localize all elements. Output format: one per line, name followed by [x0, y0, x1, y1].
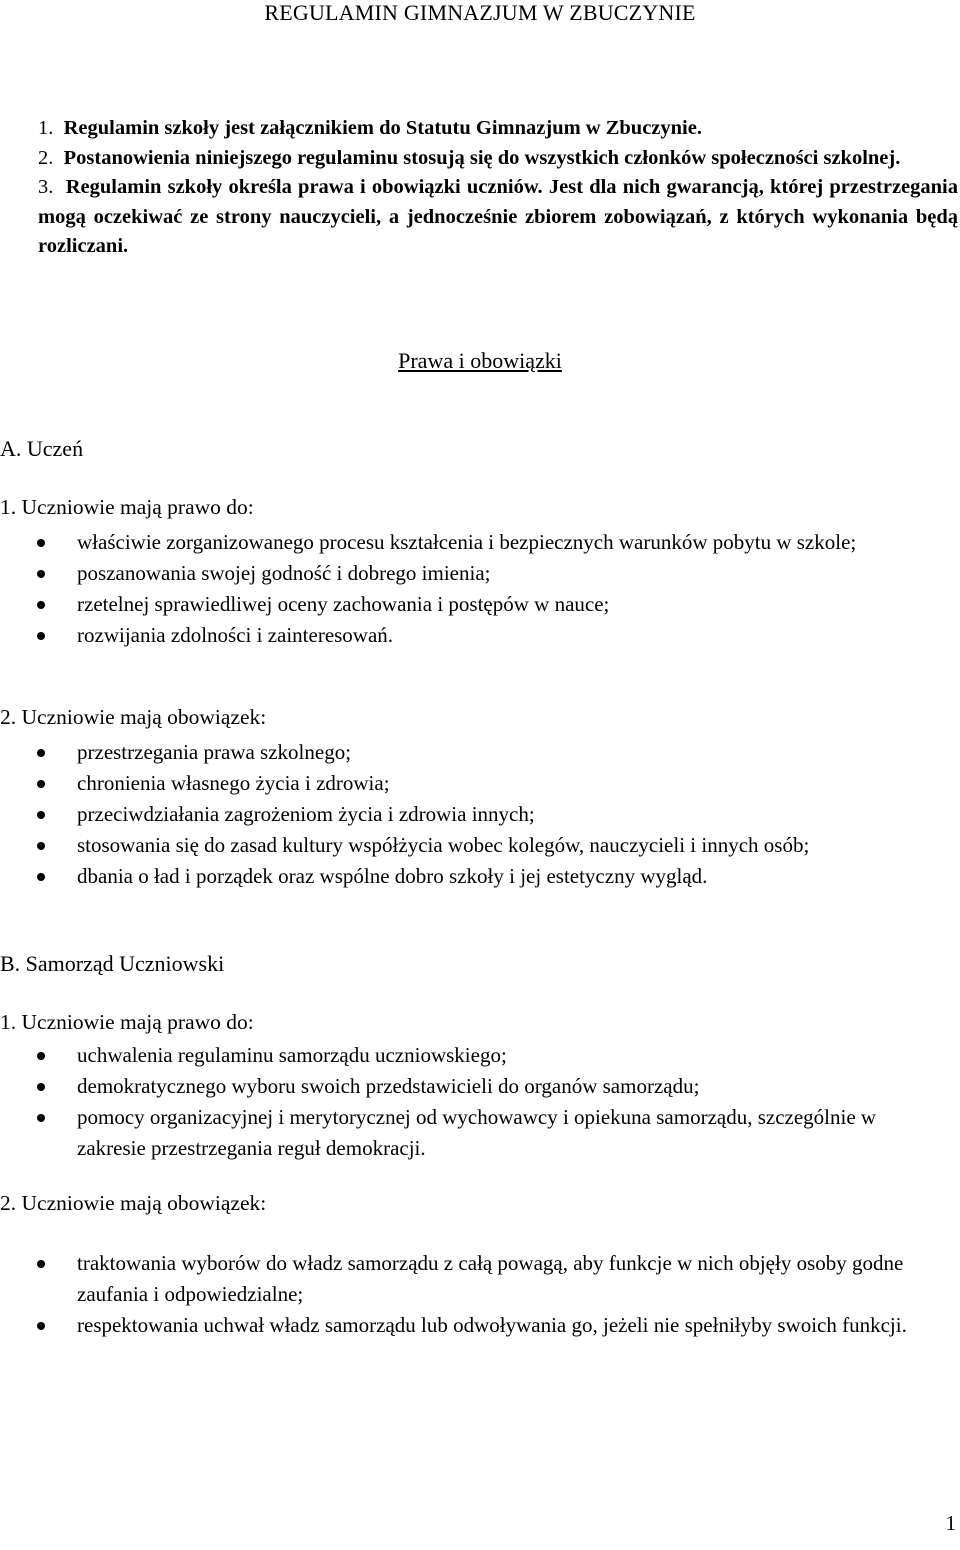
intro-item-number: 1. [38, 117, 54, 139]
section-b-duties-heading: 2. Uczniowie mają obowiązek: [0, 1191, 267, 1215]
list-item: demokratycznego wyboru swoich przedstawicieli do organów samorządu; [0, 1071, 960, 1102]
list-item: traktowania wyborów do władz samorządu z całą powagą, aby funkcje w nich objęły osoby godne zaufania i odpowiedzialne; [0, 1248, 960, 1310]
list-item: właściwie zorganizowanego procesu kształcenia i bezpiecznych warunków pobytu w szkole; [0, 527, 960, 558]
list-item: rozwijania zdolności i zainteresowań. [0, 620, 960, 651]
intro-item-text: Regulamin szkoły jest załącznikiem do Statutu Gimnazjum w Zbuczynie. [63, 117, 702, 139]
intro-item-number: 2. [38, 146, 54, 169]
intro-item [38, 173, 958, 262]
intro-list [38, 114, 958, 262]
list-item: pomocy organizacyjnej i merytorycznej od wychowawcy i opiekuna samorządu, szczególnie w zakresie przestrzegania reguł demokracji. [0, 1102, 960, 1164]
section-a-duties-list [0, 737, 960, 892]
intro-item [38, 144, 958, 174]
list-item: stosowania się do zasad kultury współżycia wobec kolegów, nauczycieli i innych osób; [0, 830, 960, 861]
intro-item-text: Regulamin szkoły określa prawa i obowiązki uczniów. Jest dla nich gwarancją, której przestrzegania mogą oczekiwać ze strony nauczycieli, a jednocześnie zbiorem zobowiązań, z których wykonania będą rozliczani. [38, 176, 959, 257]
section-heading: Prawa i obowiązki [398, 348, 562, 373]
list-item: dbania o ład i porządek oraz wspólne dobro szkoły i jej estetyczny wygląd. [0, 861, 960, 892]
section-b-rights-heading: 1. Uczniowie mają prawo do: [0, 1010, 254, 1034]
list-item: poszanowania swojej godność i dobrego imienia; [0, 558, 960, 589]
section-a-rights-heading: 1. Uczniowie mają prawo do: [0, 495, 254, 519]
section-a-duties-heading: 2. Uczniowie mają obowiązek: [0, 705, 267, 729]
page-number: 1 [945, 1511, 956, 1535]
list-item: rzetelnej sprawiedliwej oceny zachowania i postępów w nauce; [0, 589, 960, 620]
list-item: przeciwdziałania zagrożeniom życia i zdrowia innych; [0, 799, 960, 830]
list-item: uchwalenia regulaminu samorządu uczniowskiego; [0, 1040, 960, 1071]
section-b-duties-list [0, 1248, 960, 1341]
section-b-rights-list [0, 1040, 960, 1164]
section-a-heading: A. Uczeń [0, 436, 84, 461]
section-b-heading: B. Samorząd Uczniowski [0, 951, 225, 976]
intro-item-number: 3. [38, 176, 54, 198]
section-a-rights-list [0, 527, 960, 651]
list-item: przestrzegania prawa szkolnego; [0, 737, 960, 768]
list-item: respektowania uchwał władz samorządu lub odwoływania go, jeżeli nie spełniłyby swoich funkcji. [0, 1310, 960, 1341]
list-item: chronienia własnego życia i zdrowia; [0, 768, 960, 799]
intro-item [38, 114, 958, 144]
document-title: REGULAMIN GIMNAZJUM W ZBUCZYNIE [264, 0, 696, 25]
intro-item-text: Postanowienia niniejszego regulaminu stosują się do wszystkich członków społeczności szkolnej. [63, 146, 901, 169]
